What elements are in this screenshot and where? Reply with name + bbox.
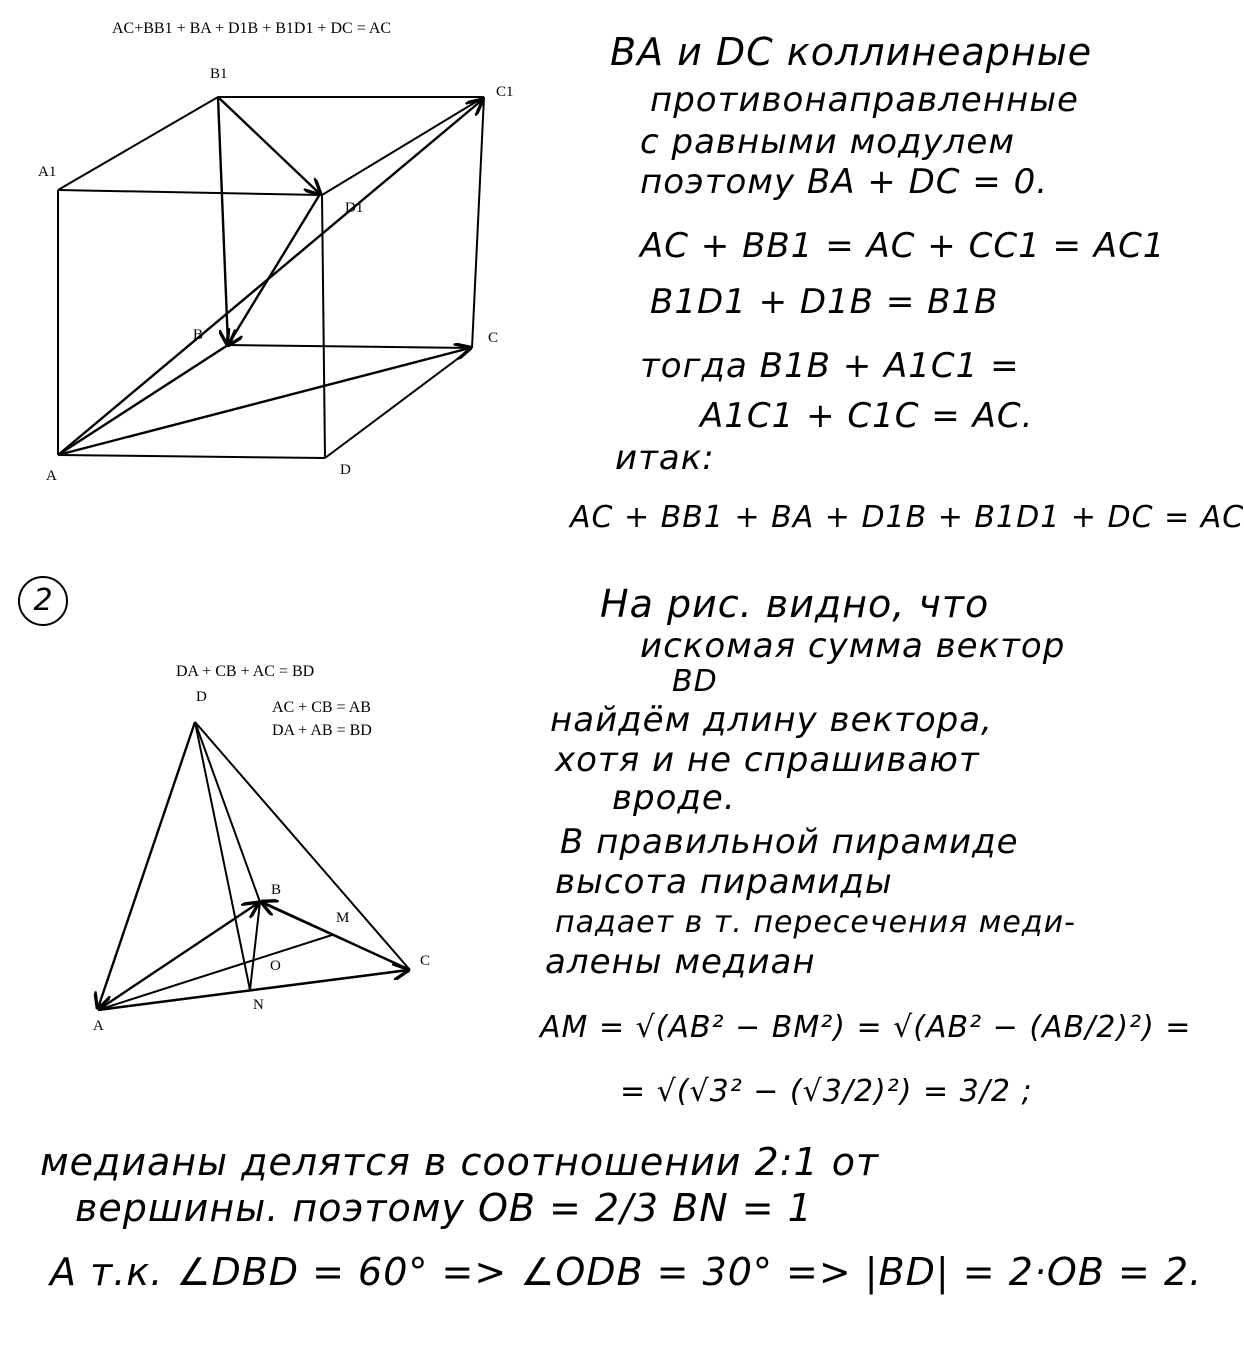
note2-line9: падает в т. пересечения меди- [555, 905, 1076, 940]
note2-line6: вроде. [612, 778, 736, 818]
note2-line2: искомая сумма вектор [640, 626, 1066, 666]
label-C1: C1 [496, 84, 514, 100]
note1-line3: с равными модулем [640, 122, 1015, 162]
note1-line4: поэтому BA + DC = 0. [640, 162, 1049, 202]
note2-line7: В правильной пирамиде [560, 822, 1019, 862]
note2-line5: хотя и не спрашивают [555, 740, 980, 780]
note1-line7: тогда B1B + A1C1 = [640, 346, 1020, 386]
note1-line2: противонаправленные [650, 80, 1079, 120]
pyramid-edges [98, 722, 410, 1010]
note2-line15: А т.к. ∠DBD = 60° => ∠ODB = 30° => |BD| = 2·OB = 2. [50, 1250, 1203, 1294]
note1-line9: итак: [615, 438, 715, 478]
label-B1: B1 [210, 66, 228, 82]
note2-line10: алены медиан [545, 942, 816, 982]
label2-N: N [253, 997, 264, 1013]
note1-line8: A1C1 + C1C = AC. [700, 396, 1034, 436]
label-C: C [488, 330, 499, 346]
label2-A: A [93, 1018, 104, 1034]
note1-line5: AC + BB1 = AC + CC1 = AC1 [640, 226, 1166, 266]
note1-line6: B1D1 + D1B = B1B [650, 282, 999, 322]
problem2-eq1: DA + CB + AC = BD [176, 663, 315, 680]
problem2-eq3: DA + AB = BD [272, 722, 372, 739]
label-A: A [46, 468, 57, 484]
label-D: D [340, 462, 351, 478]
label2-M: M [336, 910, 350, 926]
note2-line14: вершины. поэтому OB = 2/3 BN = 1 [75, 1186, 813, 1230]
label2-B: B [271, 882, 282, 898]
problem2-eq2: AC + CB = AB [272, 699, 371, 716]
note2-line13: медианы делятся в соотношении 2:1 от [40, 1140, 880, 1184]
note2-line4: найдём длину вектора, [550, 700, 993, 740]
label2-D: D [196, 689, 207, 705]
label2-O: O [270, 958, 281, 974]
cube-vectors [58, 97, 482, 455]
note1-line1: BA и DC коллинеарные [610, 30, 1093, 74]
label-D1: D1 [345, 200, 364, 216]
note2-line8: высота пирамиды [555, 862, 893, 902]
note2-line3: BD [672, 664, 718, 699]
note2-line11: AM = √(AB² − BM²) = √(AB² − (AB/2)²) = [540, 1010, 1192, 1045]
label-B: B [193, 327, 204, 343]
note1-line10: AC + BB1 + BA + D1B + B1D1 + DC = AC [570, 500, 1244, 535]
label2-C: C [420, 953, 431, 969]
pyramid-vectors [98, 722, 410, 1010]
label-A1: A1 [38, 164, 57, 180]
problem-number: 2 [18, 576, 68, 626]
figure1-equation: AC+BB1 + BA + D1B + B1D1 + DC = AC [112, 20, 392, 37]
note2-line1: На рис. видно, что [600, 582, 990, 626]
note2-line12: = √(√3² − (√3/2)²) = 3/2 ; [620, 1074, 1033, 1109]
